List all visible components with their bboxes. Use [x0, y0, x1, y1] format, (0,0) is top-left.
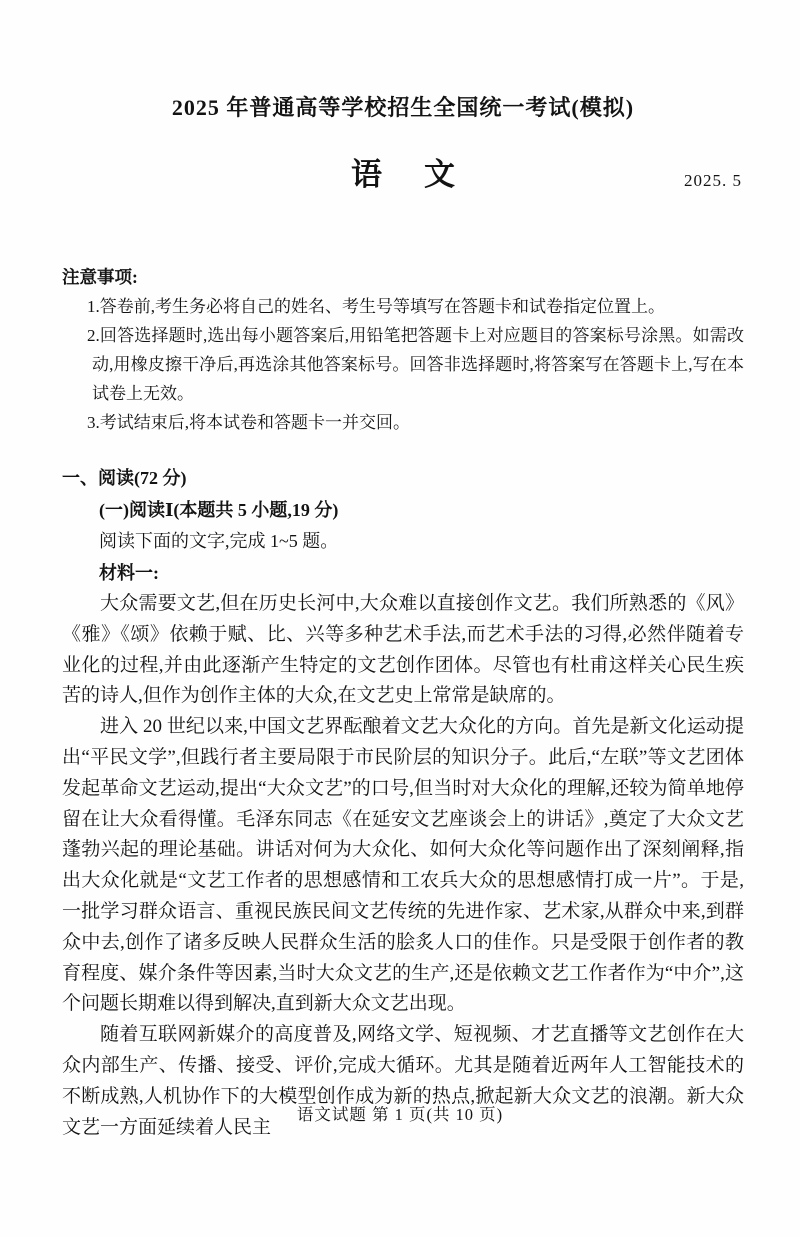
- material-paragraph: 随着互联网新媒介的高度普及,网络文学、短视频、才艺直播等文艺创作在大众内部生产、传播、接受、评价,完成大循环。尤其是随着近两年人工智能技术的不断成熟,人机协作下的大模型创作成为新的热点,掀起新大众文艺的浪潮。新大众文艺一方面延续着人民主: [62, 1024, 744, 1138]
- reading-section: [62, 463, 744, 589]
- exam-title: 2025 年普通高等学校招生全国统一考试(模拟): [171, 95, 635, 120]
- material-paragraph: 进入 20 世纪以来,中国文艺界酝酿着文艺大众化的方向。首先是新文化运动提出“平民文学”,但践行者主要局限于市民阶层的知识分子。此后,“左联”等文艺团体发起革命文艺运动,提出“大众文艺”的口号,但当时对大众化的理解,还较为简单地停留在让大众看得懂。毛泽东同志《在延安文艺座谈会上的讲话》,奠定了大众文艺蓬勃兴起的理论基础。讲话对何为大众化、如何大众化等问题作出了深刻阐释,指出大众化就是“文艺工作者的思想感情和工农兵大众的思想感情打成一片”。于是,一批学习群众语言、重视民族民间文艺传统的先进作家、艺术家,从群众中来,到群众中去,创作了诸多反映人民群众生活的脍炙人口的佳作。只是受限于创作者的教育程度、媒介条件等因素,当时大众文艺的生产,还是依赖文艺工作者作为“中介”,这个问题长期难以得到解决,直到新大众文艺出现。: [62, 716, 744, 1015]
- section-heading: 一、阅读(72 分): [62, 468, 187, 488]
- subject-row: [62, 153, 744, 201]
- material-paragraph: 大众需要文艺,但在历史长河中,大众难以直接创作文艺。我们所熟悉的《风》《雅》《颂》依赖于赋、比、兴等多种艺术手法,而艺术手法的习得,必然伴随着专业化的过程,并由此逐渐产生特定的文艺创作团体。尽管也有杜甫这样关心民生疾苦的诗人,但作为创作主体的大众,在文艺史上常常是缺席的。: [62, 593, 744, 707]
- notice-heading: 注意事项:: [62, 267, 138, 287]
- exam-date: 2025. 5: [684, 171, 742, 190]
- page-footer: 语文试题 第 1 页(共 10 页): [296, 1105, 504, 1124]
- notice-item-2: 2.回答选择题时,选出每小题答案后,用铅笔把答题卡上对应题目的答案标号涂黑。如需改动,用橡皮擦干净后,再选涂其他答案标号。回答非选择题时,将答案写在答题卡上,写在本试卷上无效。: [87, 326, 744, 403]
- notice-item-1: 1.答卷前,考生务必将自己的姓名、考生号等填写在答题卡和试卷指定位置上。: [87, 297, 665, 316]
- subject-title: 语文: [351, 157, 497, 192]
- section-instruction: 阅读下面的文字,完成 1~5 题。: [99, 531, 339, 551]
- section-subheading: (一)阅读Ⅰ(本题共 5 小题,19 分): [99, 499, 339, 520]
- notice-item-3: 3.考试结束后,将本试卷和答题卡一并交回。: [87, 413, 410, 432]
- notice-section: [62, 263, 744, 437]
- material-one-body: [62, 589, 744, 1143]
- material-one-label: 材料一:: [99, 562, 159, 583]
